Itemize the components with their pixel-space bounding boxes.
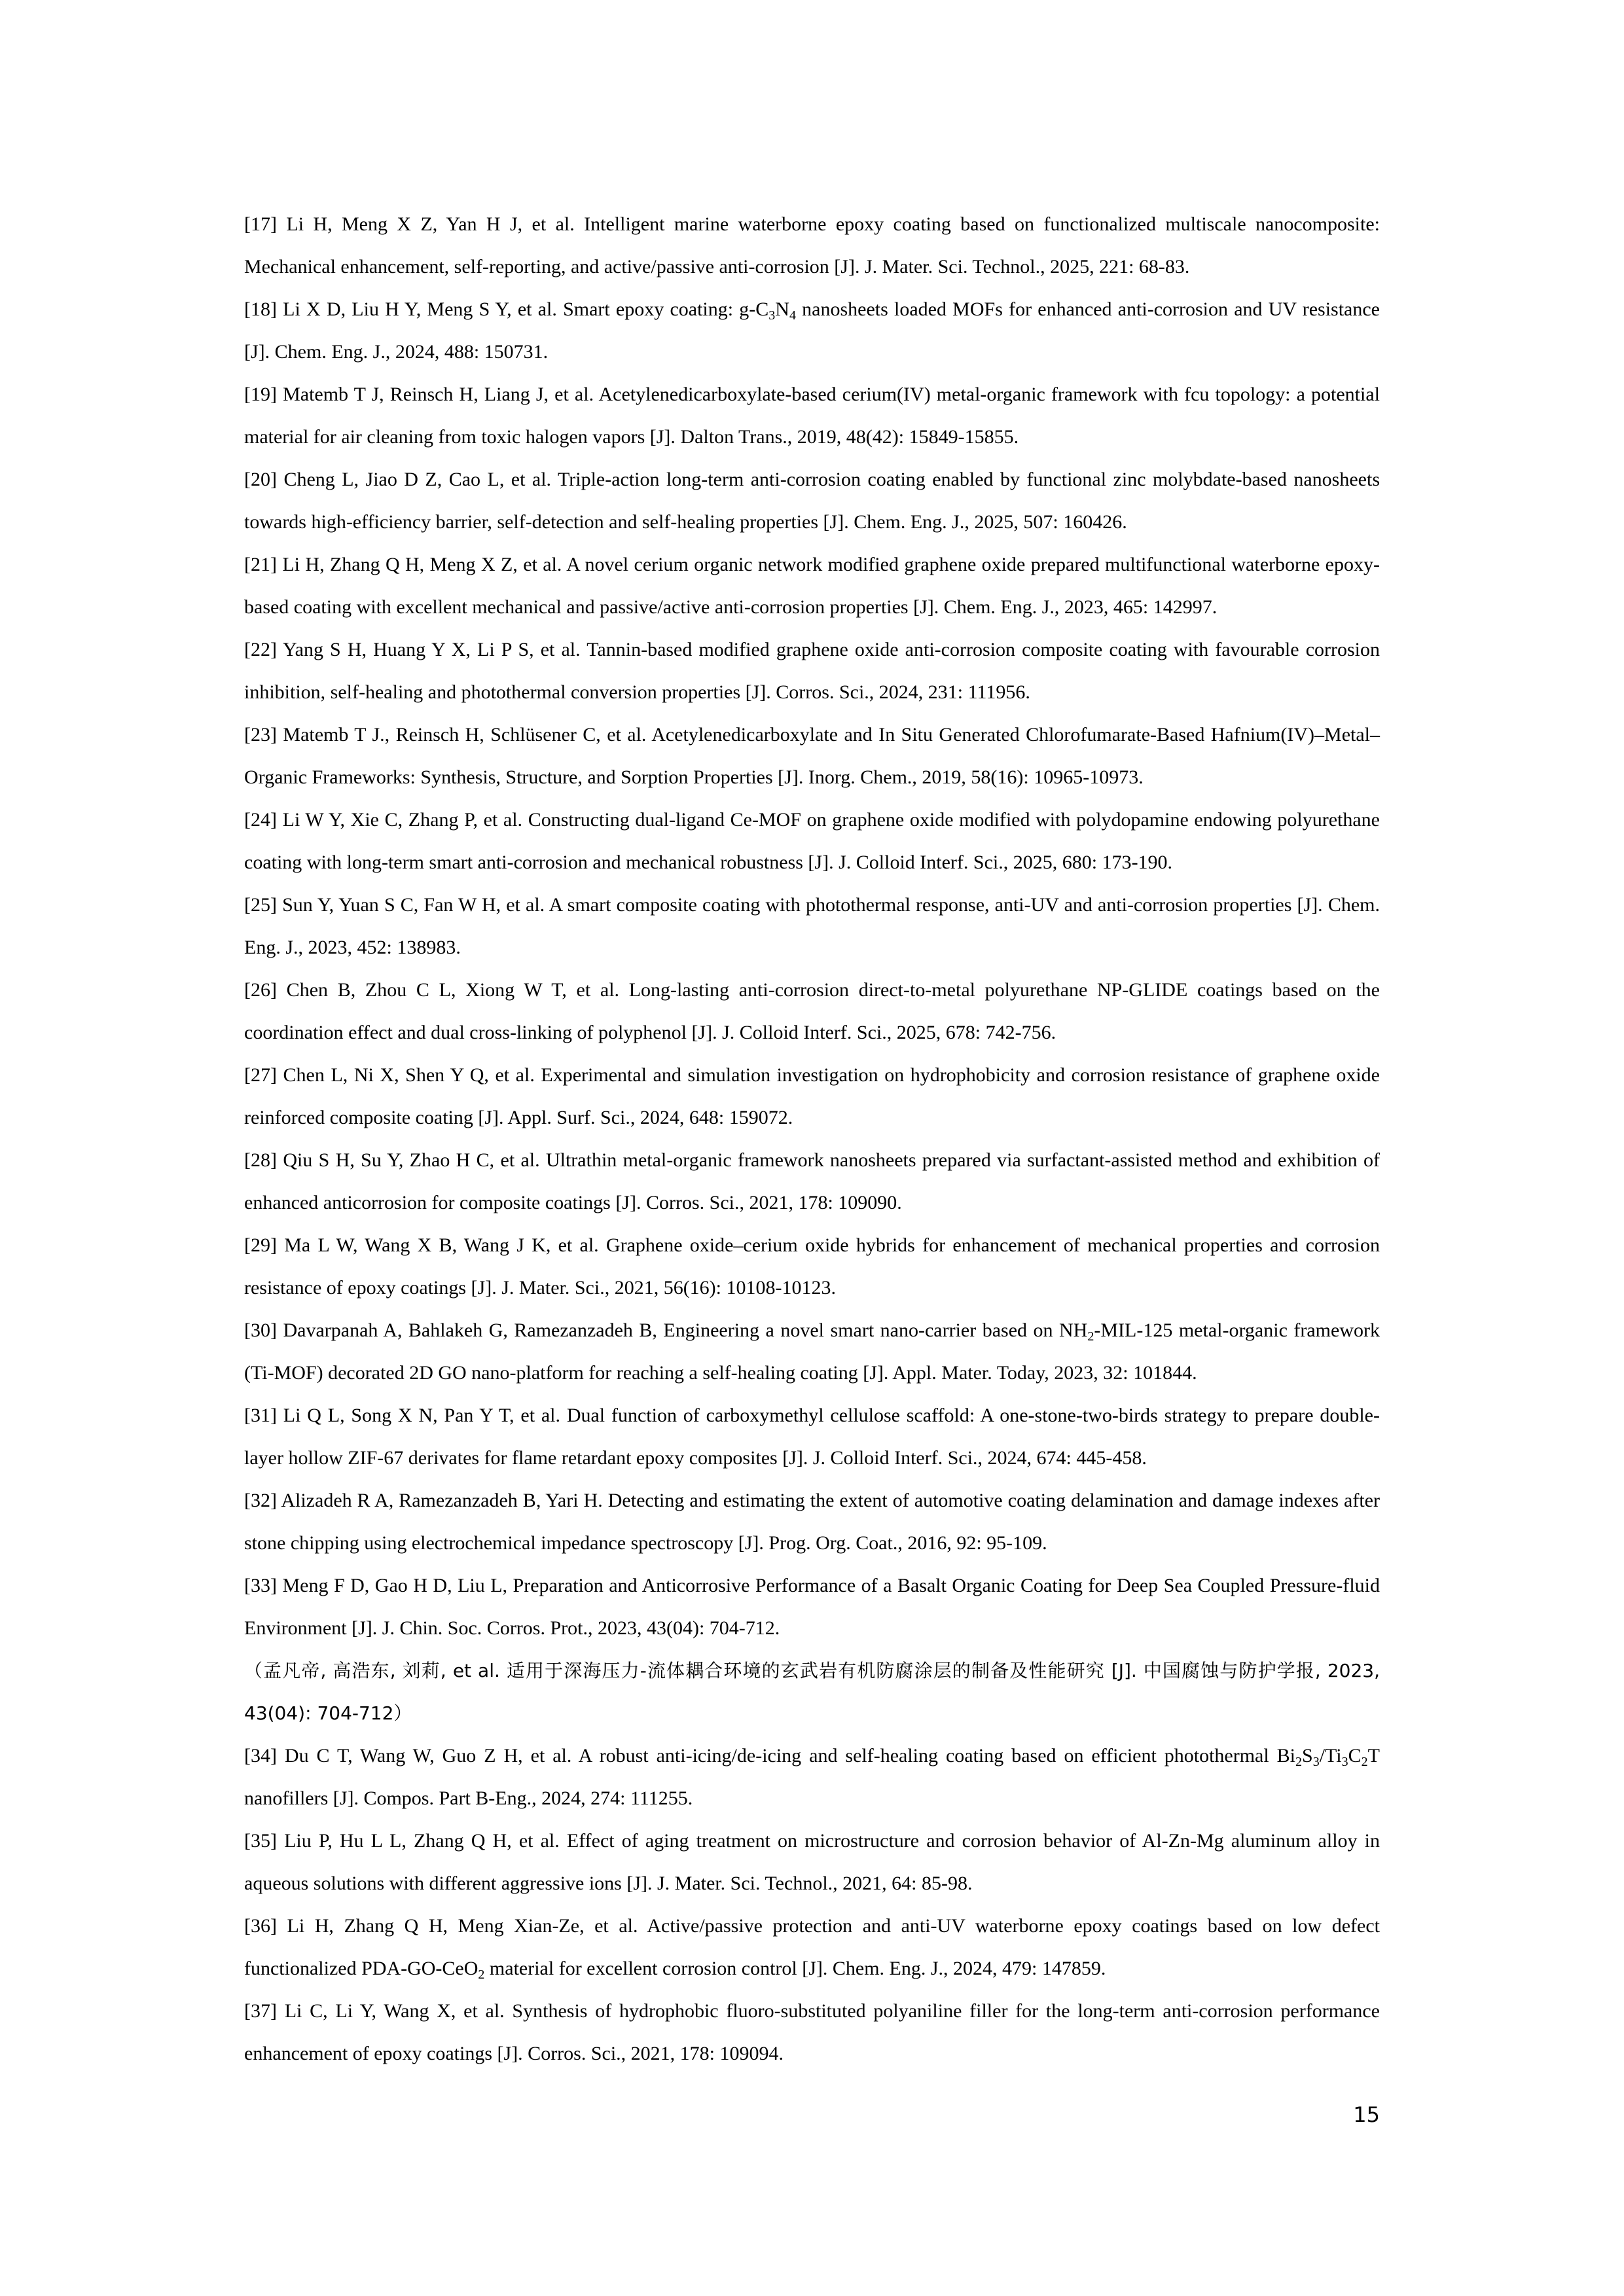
reference-item: [31] Li Q L, Song X N, Pan Y T, et al. Dual function of carboxymethyl cellulose scaffold: A one-stone-two-birds strategy to prepare double-layer hollow ZIF-67 derivates for flame retardant epoxy composites [J]. J. Colloid Interf. Sci., 2024, 674: 445-458. [244,1405,1380,1469]
reference-item: [36] Li H, Zhang Q H, Meng Xian-Ze, et al. Active/passive protection and anti-UV waterborne epoxy coatings based on low defect functionalized PDA-GO-CeO$_2$ material for excellent corrosion control [J]. Chem. Eng. J., 2024, 479: 147859. [244,1915,1380,1982]
reference-item: [27] Chen L, Ni X, Shen Y Q, et al. Experimental and simulation investigation on hydrophobicity and corrosion resistance of graphene oxide reinforced composite coating [J]. Appl. Surf. Sci., 2024, 648: 159072. [244,1064,1380,1128]
reference-translation: （孟凡帝, 高浩东, 刘莉, et al. 适用于深海压力-流体耦合环境的玄武岩有机防腐涂层的制备及性能研究 [J]. 中国腐蚀与防护学报, 2023, 43(04): 704-712） [244,1660,1380,1724]
reference-item: [35] Liu P, Hu L L, Zhang Q H, et al. Effect of aging treatment on microstructure and corrosion behavior of Al-Zn-Mg aluminum alloy in aqueous solutions with different aggressive ions [J]. J. Mater. Sci. Technol., 2021, 64: 85-98. [244,1830,1380,1894]
reference-item: [37] Li C, Li Y, Wang X, et al. Synthesis of hydrophobic fluoro-substituted polyaniline filler for the long-term anti-corrosion performance enhancement of epoxy coatings [J]. Corros. Sci., 2021, 178: 109094. [244,2000,1380,2064]
reference-item: [21] Li H, Zhang Q H, Meng X Z, et al. A novel cerium organic network modified graphene oxide prepared multifunctional waterborne epoxy-based coating with excellent mechanical and passive/active anti-corrosion properties [J]. Chem. Eng. J., 2023, 465: 142997. [244,554,1380,618]
reference-item: [28] Qiu S H, Su Y, Zhao H C, et al. Ultrathin metal-organic framework nanosheets prepared via surfactant-assisted method and exhibition of enhanced anticorrosion for composite coatings [J]. Corros. Sci., 2021, 178: 109090. [244,1149,1380,1213]
page-number: 15 [1353,2102,1380,2127]
reference-item: [17] Li H, Meng X Z, Yan H J, et al. Intelligent marine waterborne epoxy coating based on functionalized multiscale nanocomposite: Mechanical enhancement, self-reporting, and active/passive anti-corrosion [J]. J. Mater. Sci. Technol., 2025, 221: 68-83. [244,213,1380,278]
reference-item: [33] Meng F D, Gao H D, Liu L, Preparation and Anticorrosive Performance of a Basalt Organic Coating for Deep Sea Coupled Pressure-fluid Environment [J]. J. Chin. Soc. Corros. Prot., 2023, 43(04): 704-712. [244,1575,1380,1639]
reference-item: [19] Matemb T J, Reinsch H, Liang J, et al. Acetylenedicarboxylate-based cerium(IV) metal-organic framework with fcu topology: a potential material for air cleaning from toxic halogen vapors [J]. Dalton Trans., 2019, 48(42): 15849-15855. [244,384,1380,448]
reference-item: [26] Chen B, Zhou C L, Xiong W T, et al. Long-lasting anti-corrosion direct-to-metal polyurethane NP-GLIDE coatings based on the coordination effect and dual cross-linking of polyphenol [J]. J. Colloid Interf. Sci., 2025, 678: 742-756. [244,979,1380,1043]
reference-item: [30] Davarpanah A, Bahlakeh G, Ramezanzadeh B, Engineering a novel smart nano-carrier based on $NH_2-MIL-125$ metal-organic framework (Ti-MOF) decorated 2D GO nano-platform for reaching a self-healing coating [J]. Appl. Mater. Today, 2023, 32: 101844. [244,1319,1380,1384]
reference-list [244,203,1380,2075]
reference-item: [29] Ma L W, Wang X B, Wang J K, et al. Graphene oxide–cerium oxide hybrids for enhancement of mechanical properties and corrosion resistance of epoxy coatings [J]. J. Mater. Sci., 2021, 56(16): 10108-10123. [244,1234,1380,1299]
reference-item: [24] Li W Y, Xie C, Zhang P, et al. Constructing dual-ligand Ce-MOF on graphene oxide modified with polydopamine endowing polyurethane coating with long-term smart anti-corrosion and mechanical robustness [J]. J. Colloid Interf. Sci., 2025, 680: 173-190. [244,809,1380,873]
reference-item: [25] Sun Y, Yuan S C, Fan W H, et al. A smart composite coating with photothermal response, anti-UV and anti-corrosion properties [J]. Chem. Eng. J., 2023, 452: 138983. [244,894,1380,958]
reference-item: [20] Cheng L, Jiao D Z, Cao L, et al. Triple-action long-term anti-corrosion coating enabled by functional zinc molybdate-based nanosheets towards high-efficiency barrier, self-detection and self-healing properties [J]. Chem. Eng. J., 2025, 507: 160426. [244,469,1380,533]
reference-item: [22] Yang S H, Huang Y X, Li P S, et al. Tannin-based modified graphene oxide anti-corrosion composite coating with favourable corrosion inhibition, self-healing and photothermal conversion properties [J]. Corros. Sci., 2024, 231: 111956. [244,639,1380,703]
reference-item: [23] Matemb T J., Reinsch H, Schlüsener C, et al. Acetylenedicarboxylate and In Situ Generated Chlorofumarate-Based Hafnium(IV)–Metal–Organic Frameworks: Synthesis, Structure, and Sorption Properties [J]. Inorg. Chem., 2019, 58(16): 10965-10973. [244,724,1380,788]
reference-item: [34] Du C T, Wang W, Guo Z H, et al. A robust anti-icing/de-icing and self-healing coating based on efficient photothermal $Bi_2S_3/Ti_3C_2T$ nanofillers [J]. Compos. Part B-Eng., 2024, 274: 111255. [244,1745,1380,1809]
reference-item: [18] Li X D, Liu H Y, Meng S Y, et al. Smart epoxy coating: $g-C_3N_4$ nanosheets loaded MOFs for enhanced anti-corrosion and UV resistance [J]. Chem. Eng. J., 2024, 488: 150731. [244,298,1380,363]
reference-item: [32] Alizadeh R A, Ramezanzadeh B, Yari H. Detecting and estimating the extent of automotive coating delamination and damage indexes after stone chipping using electrochemical impedance spectroscopy [J]. Prog. Org. Coat., 2016, 92: 95-109. [244,1490,1380,1554]
